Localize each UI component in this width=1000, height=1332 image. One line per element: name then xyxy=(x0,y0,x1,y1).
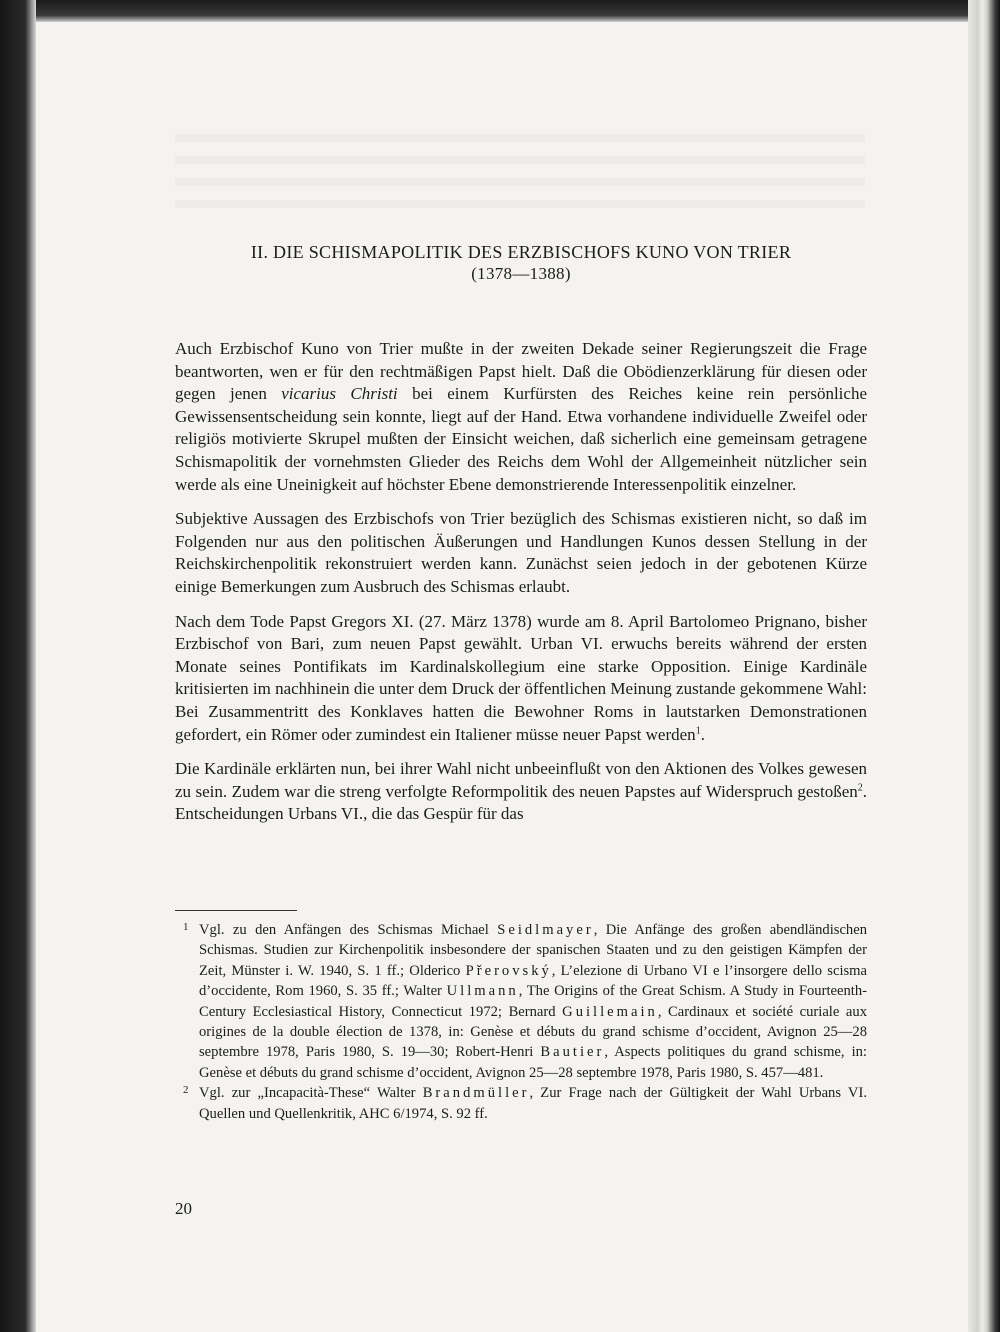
chapter-dates: (1378—1388) xyxy=(471,264,571,283)
footnote-divider xyxy=(175,910,297,911)
author-name: Ullmann xyxy=(446,983,519,1000)
paragraph-2: Subjektive Aussagen des Erzbischofs von Trier bezüglich des Schismas existieren nicht, so daß im Folgenden nur aus den politischen Äußerungen und Handlungen Kunos dessen Stellung in der Reichskirchenpolitik rekonstruiert werden kann. Zunächst seien jedoch in der gebotenen Kürze einige Bemerkungen zum Ausbruch des Schismas erlaubt. xyxy=(175,509,867,596)
footnote-ref-2: 2 xyxy=(857,782,863,794)
paragraph-3: Nach dem Tode Papst Gregors XI. (27. März 1378) wurde am 8. April Bartolomeo Prignano, bisher Erzbischof von Bari, zum neuen Papst gewählt. Urban VI. erwuchs bereits während der ersten Monate seines Pontifikats im Kardinalskollegium eine starke Opposition. Einige Kardinäle kritisierten im nachhinein die unter dem Druck der öffentlichen Meinung zustande gekommene Wahl: Bei Zusammentritt des Konklaves hatten die Bewohner Roms in lautstarken Demonstrationen gefordert, ein Römer oder zumindest ein Italiener müsse neuer Papst werden$^1$. xyxy=(175,611,867,744)
author-name: Přerovský xyxy=(465,962,552,979)
page-number: 20 xyxy=(175,1199,192,1218)
footnote-1: 1 Vgl. zu den Anfängen des Schismas Michael Seidlmayer, Die Anfänge des großen abendländischen Schismas. Studien zur Kirchenpolitik insbesondere der spanischen Staaten und zu den geistigen Kämpfen der Zeit, Münster i. W. 1940, S. 1 ff.; Olderico Přerovský, L’elezione di Urbano VI e l’insorgere dello scisma d’occidente, Rom 1960, S. 35 ff.; Walter Ullmann, The Origins of the Great Schism. A Study in Fourteenth-Century Ecclesiastical History, Connecticut 1972; Bernard Guillemain, Cardinaux et société curiale aux origines de la double élection de 1378, in: Genèse et débuts du grand schisme d’occident, Avignon 25—28 septembre 1978, Paris 1980, S. 19—30; Robert-Henri Bautier, Aspects politiques du grand schisme, in: Genèse et débuts du grand schisme d’occident, Avignon 25—28 septembre 1978, Paris 1980, S. 457—481. xyxy=(183,921,868,1081)
paragraph-4: Die Kardinäle erklärten nun, bei ihrer Wahl nicht unbeeinflußt von den Aktionen des Volkes gewesen zu sein. Zudem war die streng verfolgte Reformpolitik des neuen Papstes auf Widerspruch gestoßen$^2$. Entscheidungen Urbans VI., die das Gespür für das xyxy=(175,759,867,824)
chapter-title: II. DIE SCHISMAPOLITIK DES ERZBISCHOFS KUNO VON TRIER xyxy=(250,242,792,262)
footnotes xyxy=(175,920,867,1124)
author-name: Seidlmayer xyxy=(497,922,594,938)
author-name: Bautier xyxy=(540,1044,605,1061)
paragraph-1: Auch Erzbischof Kuno von Trier mußte in der zweiten Dekade seiner Regierungszeit die Frage beantworten, wen er für den rechtmäßigen Papst hielt. Daß die Obödienzerklärung für diesen oder gegen jenen vicarius Christi bei einem Kurfürsten des Reiches keine rein persönliche Gewissensentscheidung sein konnte, liegt auf der Hand. Etwa vorhandene individuelle Zweifel oder religiös motivierte Skrupel mußten der Einsicht weichen, daß sicherlich eine gemeinsam getragene Schismapolitik der vornehmsten Glieder des Reichs dem Wohl der Allgemeinheit nützlicher sein werde als eine Uneinigkeit auf höchster Ebene demonstrierende Interessenpolitik einzelner. xyxy=(175,339,867,494)
footnote-2: 2 Vgl. zur „Incapacità-These“ Walter Brandmüller, Zur Frage nach der Gültigkeit der Wahl Urbans VI. Quellen und Quellenkritik, AHC 6/1974, S. 92 ff. xyxy=(183,1084,867,1122)
author-name: Guillemain xyxy=(562,1003,658,1020)
chapter-heading xyxy=(175,241,867,285)
book-page xyxy=(175,0,867,1332)
book-page-edge xyxy=(968,0,1000,1332)
footnote-number: 2 xyxy=(183,1084,189,1097)
scan-border-left xyxy=(0,0,36,1332)
footnote-number: 1 xyxy=(183,921,189,933)
body-text xyxy=(175,338,867,838)
footnote-ref-1: 1 xyxy=(695,724,701,736)
italic-term: vicarius Christi xyxy=(281,384,398,404)
author-name: Brandmüller xyxy=(422,1085,530,1102)
